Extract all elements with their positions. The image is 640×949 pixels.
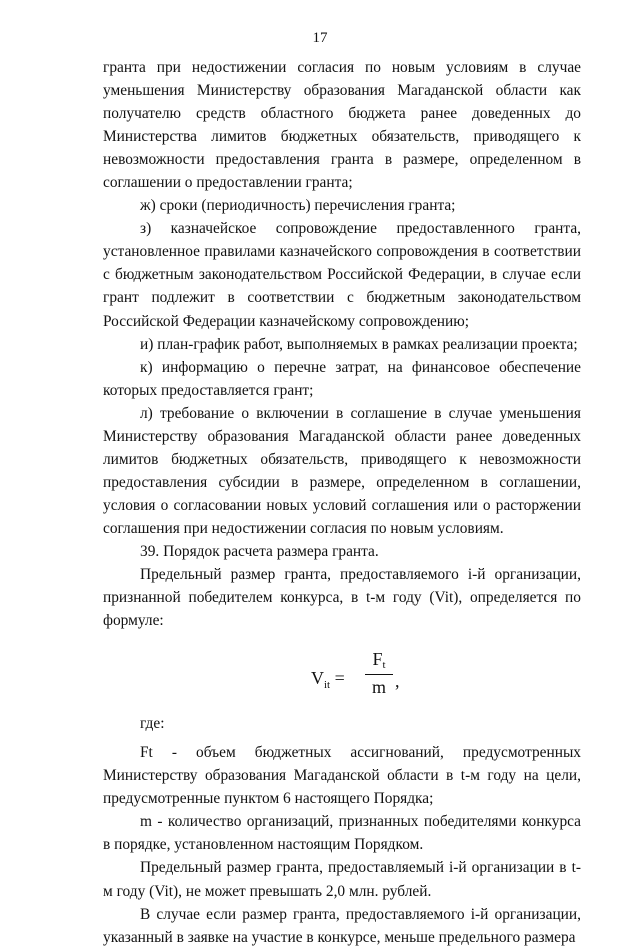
definition-m: m - количество организаций, признанных победителями конкурса в порядке, установленном настоящим Порядком.: [103, 813, 581, 854]
list-item-k: к) информацию о перечне затрат, на финансовое обеспечение которых предоставляется грант;: [103, 358, 581, 399]
list-item-i: и) план-график работ, выполняемых в рамках реализации проекта;: [140, 335, 578, 353]
formula-comma: ,: [395, 671, 400, 692]
paragraph-smaller-grant: В случае если размер гранта, предоставляемого i-й организации, указанный в заявке на участие в конкурсе, меньше предельного размера: [103, 905, 581, 946]
page-number: 17: [312, 30, 328, 46]
formula-numerator: $F_t$: [372, 649, 386, 672]
list-item-l: л) требование о включении в соглашение в случае уменьшения Министерству образования Магаданской области ранее доведенных лимитов бюджетных обязательств, приводящего к невозможности предоставления субсидии в размере, определенном в соглашении, условия о согласовании новых условий соглашения или о расторжении соглашения при недостижении согласия по новым условиям.: [103, 404, 581, 537]
formula-lhs: $V_{it}$ =: [311, 668, 345, 692]
list-item-z: з) казначейское сопровождение предоставленного гранта, установленное правилами казначейского сопровождения в соответствии с бюджетным законодательством Российской Федерации, в случае если грант подлежит в соответствии с бюджетным законодательством Российской Федерации казначейскому сопровождению;: [103, 220, 581, 330]
list-item-zh: ж) сроки (периодичность) перечисления гранта;: [140, 197, 456, 215]
paragraph-max-grant: Предельный размер гранта, предоставляемый i-й организации в t-м году (Vit), не может превышать 2,0 млн. рублей.: [103, 859, 581, 900]
paragraph-continuation: гранта при недостижении согласия по новым условиям в случае уменьшения Министерству образования Магаданской области как получателю средств областного бюджета ранее доведенных до Министерства лимитов бюджетных обязательств, приводящего к невозможности предоставления гранта в размере, определенном в соглашении о предоставлении гранта;: [103, 59, 581, 192]
where-label: где:: [140, 715, 165, 733]
formula: [103, 632, 581, 712]
formula-denominator: m: [371, 677, 386, 698]
section-heading-39: 39. Порядок расчета размера гранта.: [140, 542, 379, 560]
definition-ft: Ft - объем бюджетных ассигнований, предусмотренных Министерству образования Магаданской области в t-м году на цели, предусмотренные пунктом 6 настоящего Порядка;: [103, 744, 581, 808]
paragraph-grant-limit-intro: Предельный размер гранта, предоставляемого i-й организации, признанной победителем конкурса, в t-м году (Vit), определяется по формуле:: [103, 566, 581, 630]
document-body: [103, 56, 581, 949]
formula-fraction: [365, 650, 393, 696]
